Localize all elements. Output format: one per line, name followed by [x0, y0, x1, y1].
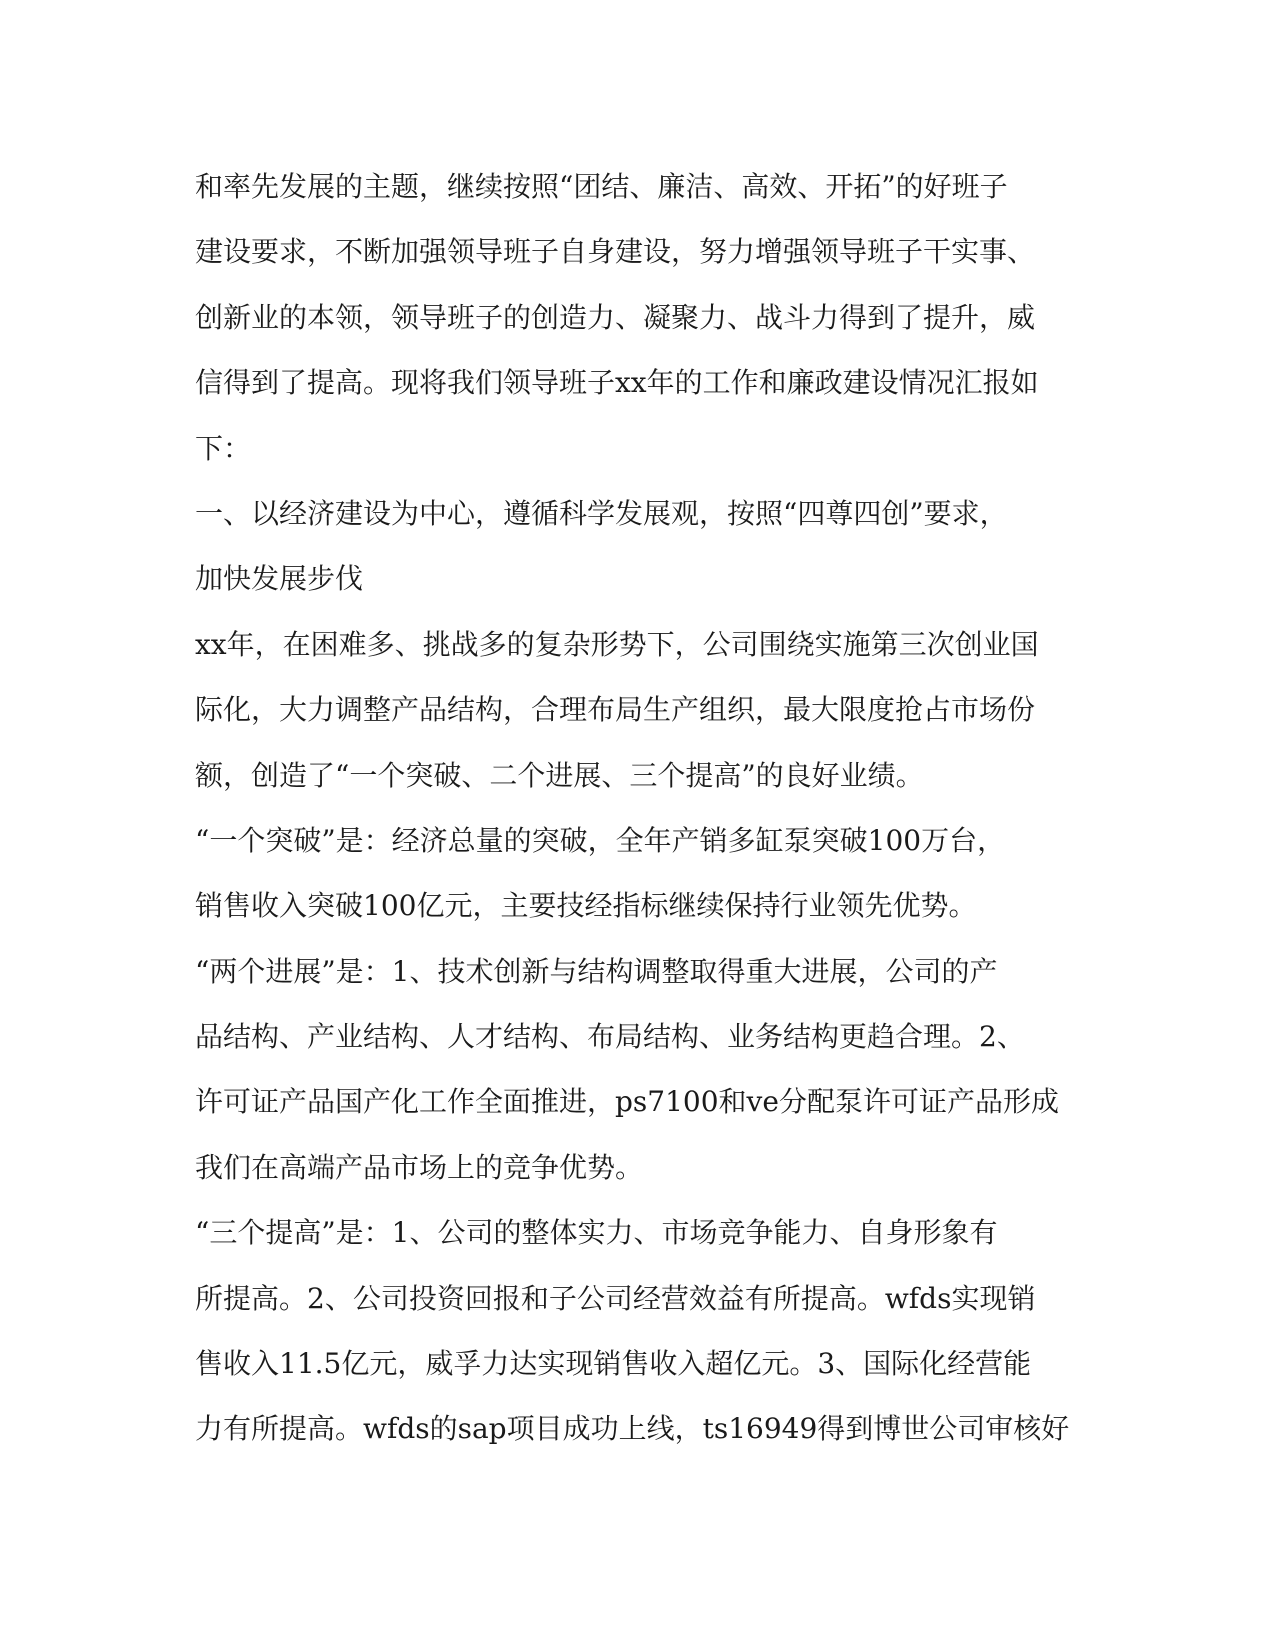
text-line: 售收入11.5亿元，威孚力达实现销售收入超亿元。3、国际化经营能: [195, 1347, 1032, 1381]
text-line: 我们在高端产品市场上的竞争优势。: [195, 1150, 644, 1184]
text-line: 信得到了提高。现将我们领导班子xx年的工作和廉政建设情况汇报如: [195, 366, 1039, 400]
text-line: 际化，大力调整产品结构，合理布局生产组织，最大限度抢占市场份: [195, 693, 1036, 727]
text-line: “三个提高”是：1、公司的整体实力、市场竞争能力、自身形象有: [195, 1216, 998, 1250]
text-line: 下：: [195, 431, 252, 465]
text-line: 创新业的本领，领导班子的创造力、凝聚力、战斗力得到了提升，威: [195, 300, 1036, 334]
text-line: xx年，在困难多、挑战多的复杂形势下，公司围绕实施第三次创业国: [195, 627, 1039, 661]
text-line: 建设要求，不断加强领导班子自身建设，努力增强领导班子干实事、: [195, 235, 1036, 269]
text-line: 力有所提高。wfds的sap项目成功上线，ts16949得到博世公司审核好: [195, 1412, 1070, 1446]
section-heading-line: 加快发展步伐: [195, 562, 364, 596]
text-line: “两个进展”是：1、技术创新与结构调整取得重大进展，公司的产: [195, 954, 998, 988]
section-heading-line: 一、以经济建设为中心，遵循科学发展观，按照“四尊四创”要求，: [195, 496, 1008, 530]
text-line: 所提高。2、公司投资回报和子公司经营效益有所提高。wfds实现销: [195, 1281, 1036, 1315]
text-line: 额，创造了“一个突破、二个进展、三个提高”的良好业绩。: [195, 758, 924, 792]
text-line: 许可证产品国产化工作全面推进，ps7100和ve分配泵许可证产品形成: [195, 1085, 1059, 1119]
body-text: [195, 154, 1075, 1462]
text-line: “一个突破”是：经济总量的突破，全年产销多缸泵突破100万台，: [195, 823, 1006, 857]
text-line: 品结构、产业结构、人才结构、布局结构、业务结构更趋合理。2、: [195, 1020, 1025, 1054]
text-line: 和率先发展的主题，继续按照“团结、廉洁、高效、开拓”的好班子: [195, 170, 1008, 203]
text-line: 销售收入突破100亿元，主要技经指标继续保持行业领先优势。: [195, 889, 977, 923]
